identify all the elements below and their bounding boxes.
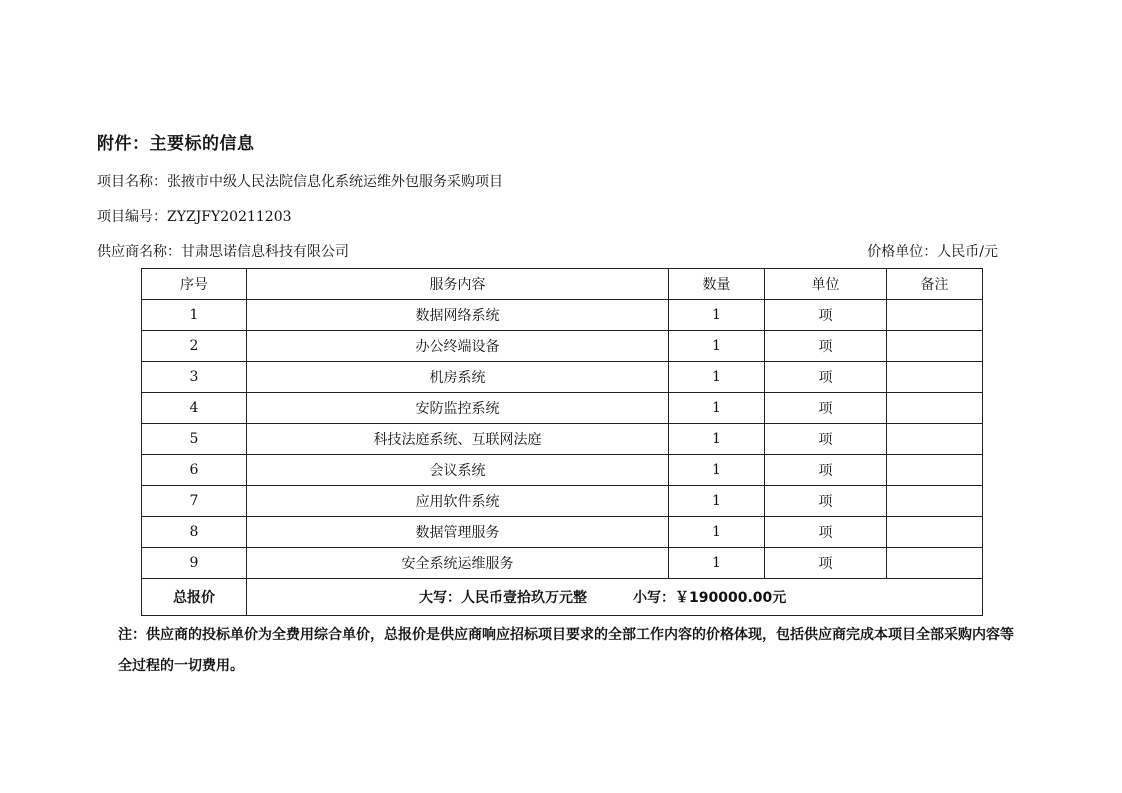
cell-no: 2 [142,331,247,362]
project-name-label: 项目名称： [97,174,167,190]
cell-no: 6 [142,455,247,486]
cell-no: 4 [142,393,247,424]
table-row [142,486,983,517]
cell-qty: 1 [669,486,765,517]
cell-content: 数据管理服务 [247,517,669,548]
cell-remark [887,362,983,393]
cell-no: 1 [142,300,247,331]
cell-qty: 1 [669,393,765,424]
table-row [142,362,983,393]
table-row [142,455,983,486]
cell-unit: 项 [765,300,887,331]
cell-no: 7 [142,486,247,517]
cell-qty: 1 [669,424,765,455]
cell-remark [887,517,983,548]
total-amount-lower: 小写：￥190000.00元 [633,590,787,606]
cell-no: 5 [142,424,247,455]
price-unit [867,241,998,261]
cell-unit: 项 [765,393,887,424]
cell-unit: 项 [765,331,887,362]
cell-qty: 1 [669,455,765,486]
cell-qty: 1 [669,517,765,548]
project-number-value: ZYZJFY20211203 [167,209,292,225]
project-name-value: 张掖市中级人民法院信息化系统运维外包服务采购项目 [167,174,503,190]
cell-unit: 项 [765,517,887,548]
cell-content: 应用软件系统 [247,486,669,517]
cell-qty: 1 [669,362,765,393]
footnote: 注：供应商的投标单价为全费用综合单价，总报价是供应商响应招标项目要求的全部工作内容的价格体现，包括供应商完成本项目全部采购内容等全过程的一切费用。 [118,627,1014,674]
total-amounts [247,579,983,616]
cell-remark [887,393,983,424]
cell-remark [887,300,983,331]
cell-unit: 项 [765,486,887,517]
project-number-line [97,206,292,226]
cell-no: 8 [142,517,247,548]
supplier-line [97,241,349,261]
cell-qty: 1 [669,548,765,579]
cell-unit: 项 [765,424,887,455]
cell-remark [887,548,983,579]
table-row [142,331,983,362]
cell-remark [887,424,983,455]
cell-remark [887,331,983,362]
cell-no: 9 [142,548,247,579]
cell-unit: 项 [765,455,887,486]
cell-no: 3 [142,362,247,393]
supplier-value: 甘肃思诺信息科技有限公司 [181,244,349,260]
cell-content: 安防监控系统 [247,393,669,424]
table-row [142,393,983,424]
cell-content: 安全系统运维服务 [247,548,669,579]
cell-content: 会议系统 [247,455,669,486]
table-row [142,300,983,331]
header-qty: 数量 [669,269,765,300]
total-label: 总报价 [142,579,247,616]
cell-remark [887,486,983,517]
cell-content: 数据网络系统 [247,300,669,331]
items-table [141,268,983,616]
cell-content: 机房系统 [247,362,669,393]
cell-unit: 项 [765,362,887,393]
header-remark: 备注 [887,269,983,300]
cell-content: 科技法庭系统、互联网法庭 [247,424,669,455]
page-title: 附件：主要标的信息 [97,134,255,154]
header-content: 服务内容 [247,269,669,300]
header-unit: 单位 [765,269,887,300]
table-row [142,424,983,455]
price-unit-value: 人民币/元 [937,244,998,260]
header-no: 序号 [142,269,247,300]
cell-qty: 1 [669,331,765,362]
total-amount-upper: 大写：人民币壹拾玖万元整 [419,590,587,606]
project-name-line [97,171,503,191]
cell-content: 办公终端设备 [247,331,669,362]
table-header-row [142,269,983,300]
table-row [142,517,983,548]
supplier-label: 供应商名称： [97,244,181,260]
price-unit-label: 价格单位： [867,244,938,260]
cell-qty: 1 [669,300,765,331]
total-row [142,579,983,616]
cell-remark [887,455,983,486]
cell-unit: 项 [765,548,887,579]
table-row [142,548,983,579]
project-number-label: 项目编号： [97,209,167,225]
